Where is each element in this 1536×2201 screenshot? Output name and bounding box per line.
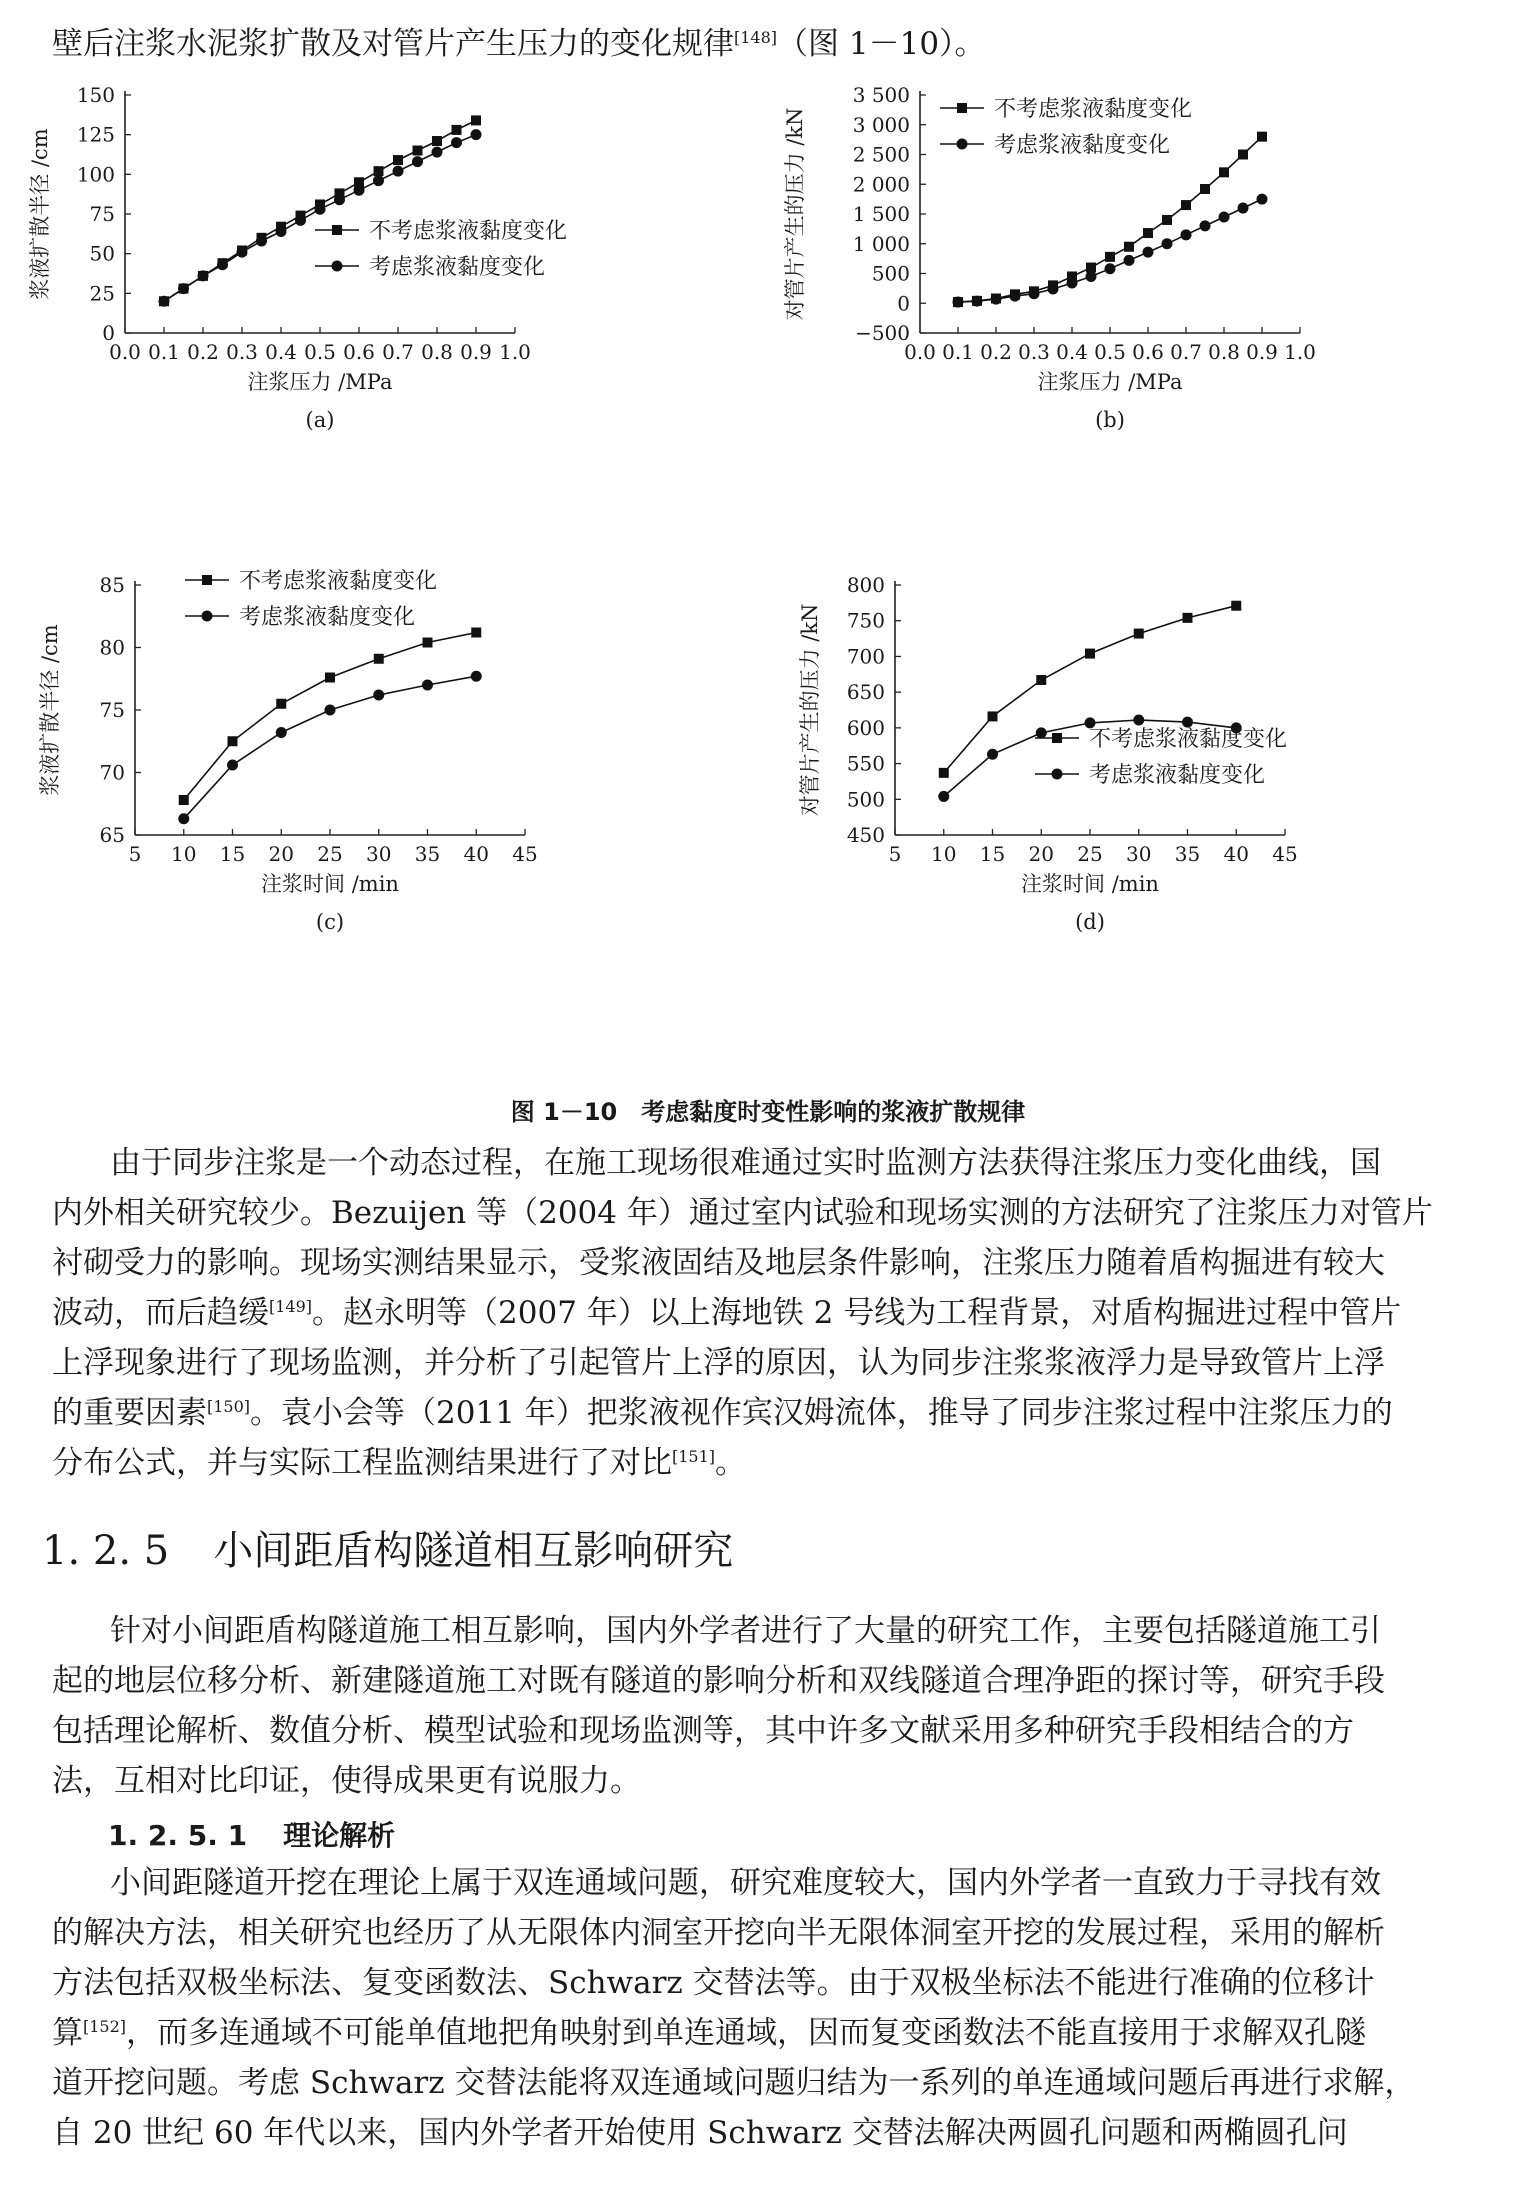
intro-line (52, 24, 986, 64)
para1-tail: 。 (715, 1445, 747, 1481)
y-tick-label: 700 (846, 644, 885, 669)
para1-text: 的重要因素 (52, 1395, 207, 1431)
data-point-square (393, 155, 403, 165)
para2-line: 起的地层位移分析、新建隧道施工对既有隧道的影响分析和双线隧道合理净距的探讨等，研究手段 (52, 1663, 1385, 1699)
x-axis-label: 注浆时间 /min (261, 872, 399, 896)
data-point-circle (354, 185, 365, 196)
x-tick-label: 0.5 (1094, 340, 1126, 364)
x-tick-label: 45 (512, 842, 538, 866)
y-tick-label: 550 (846, 751, 885, 776)
data-point-square (374, 166, 384, 176)
para3-line: 小间距隧道开挖在理论上属于双连通域问题，研究难度较大，国内外学者一直致力于寻找有效 (110, 1865, 1381, 1901)
panel-label: (a) (305, 408, 335, 432)
x-tick-label: 0.0 (109, 340, 141, 364)
data-point-square (1162, 215, 1172, 225)
legend-marker-square (1052, 733, 1062, 743)
data-point-circle (393, 166, 404, 177)
data-point-circle (1182, 717, 1193, 728)
section-heading (42, 1526, 733, 1576)
data-point-circle (217, 259, 228, 270)
y-tick-label: 3 500 (852, 83, 910, 107)
x-tick-label: 0.5 (304, 340, 336, 364)
para2-line: 包括理论解析、数值分析、模型试验和现场监测等，其中许多文献采用多种研究手段相结合的方 (52, 1713, 1354, 1749)
y-tick-label: 0 (897, 291, 910, 316)
y-tick-label: 150 (76, 83, 115, 107)
para3-line: 道开挖问题。考虑 Schwarz 交替法能将双连通域问题归结为一系列的单连通域问题后再进行求解， (52, 2065, 1416, 2101)
y-tick-label: 2 000 (852, 172, 910, 197)
para1-line (52, 1393, 1393, 1433)
data-point-circle (1067, 278, 1078, 289)
x-tick-label: 10 (171, 842, 197, 866)
y-tick-label: −500 (855, 321, 910, 345)
legend-marker-circle (1052, 769, 1063, 780)
data-point-circle (276, 727, 287, 738)
data-point-circle (1238, 203, 1249, 214)
x-tick-label: 0.8 (421, 340, 453, 364)
y-tick-label: 80 (99, 635, 125, 660)
data-point-square (1219, 167, 1229, 177)
x-tick-label: 40 (463, 842, 489, 866)
data-point-square (432, 136, 442, 146)
y-axis-label: 对管片产生的压力 /kN (798, 603, 822, 817)
y-axis-label: 浆液扩散半径 /cm (38, 624, 62, 796)
data-point-circle (178, 283, 189, 294)
data-point-square (423, 638, 433, 648)
data-point-circle (1257, 194, 1268, 205)
y-tick-label: 70 (99, 760, 125, 785)
y-tick-label: 450 (846, 823, 885, 847)
x-tick-label: 0.2 (187, 340, 219, 364)
data-point-square (413, 146, 423, 156)
legend-marker-square (332, 225, 342, 235)
legend-label: 不考虑浆液黏度变化 (369, 219, 568, 244)
data-point-square (1124, 242, 1134, 252)
x-tick-label: 0.0 (904, 340, 936, 364)
legend-marker-circle (202, 611, 213, 622)
para3-line: 的解决方法，相关研究也经历了从无限体内洞室开挖向半无限体洞室开挖的发展过程，采用的解析 (52, 1915, 1385, 1951)
intro-text: 壁后注浆水泥浆扩散及对管片产生压力的变化规律 (52, 26, 734, 62)
x-tick-label: 30 (366, 842, 392, 866)
data-point-circle (237, 247, 248, 258)
x-tick-label: 0.3 (226, 340, 258, 364)
x-axis-label: 注浆压力 /MPa (247, 370, 393, 394)
data-point-circle (256, 235, 267, 246)
x-tick-label: 5 (888, 842, 902, 866)
data-point-circle (276, 226, 287, 237)
y-tick-label: 500 (871, 261, 910, 286)
x-tick-label: 0.3 (1018, 340, 1050, 364)
series-line (184, 633, 477, 801)
legend-label: 考虑浆液黏度变化 (369, 255, 546, 280)
intro-tail: （图 1－10）。 (777, 26, 986, 62)
chart-panel-b (760, 70, 1460, 550)
x-tick-label: 35 (414, 842, 441, 866)
data-point-square (1257, 132, 1267, 142)
x-axis-label: 注浆压力 /MPa (1037, 370, 1183, 394)
x-tick-label: 0.9 (460, 340, 492, 364)
x-tick-label: 25 (1077, 842, 1103, 866)
data-point-circle (938, 791, 949, 802)
legend-label: 不考虑浆液黏度变化 (239, 569, 438, 594)
data-point-circle (1219, 211, 1230, 222)
x-tick-label: 1.0 (499, 340, 531, 364)
data-point-square (452, 125, 462, 135)
data-point-circle (972, 296, 983, 307)
para3-text: 算 (52, 2015, 83, 2051)
data-point-square (471, 628, 481, 638)
y-tick-label: 500 (846, 787, 885, 812)
x-tick-label: 0.1 (942, 340, 974, 364)
data-point-square (1134, 629, 1144, 639)
para3-line: 自 20 世纪 60 年代以来，国内外学者开始使用 Schwarz 交替法解决两圆孔问题和两椭圆孔问 (52, 2115, 1348, 2151)
series-line (958, 199, 1262, 302)
data-point-circle (471, 671, 482, 682)
para1-line: 上浮现象进行了现场监测，并分析了引起管片上浮的原因，认为同步注浆浆液浮力是导致管片上浮 (52, 1345, 1385, 1381)
y-tick-label: 1 500 (852, 202, 910, 226)
x-tick-label: 25 (317, 842, 343, 866)
data-point-circle (295, 215, 306, 226)
para3-line (52, 2013, 1366, 2053)
x-tick-label: 0.1 (148, 340, 180, 364)
y-axis-label: 浆液扩散半径 /cm (28, 128, 52, 300)
y-tick-label: 750 (846, 608, 885, 633)
x-axis-label: 注浆时间 /min (1021, 872, 1159, 896)
data-point-circle (373, 175, 384, 186)
data-point-square (325, 673, 335, 683)
y-tick-label: 50 (89, 241, 115, 266)
data-point-circle (987, 749, 998, 760)
y-tick-label: 2 500 (852, 142, 910, 167)
chart-panel-d (760, 560, 1460, 1040)
panel-label: (d) (1075, 910, 1105, 934)
data-point-square (988, 711, 998, 721)
y-axis-label: 对管片产生的压力 /kN (783, 107, 807, 321)
x-tick-label: 45 (1272, 842, 1298, 866)
data-point-square (1181, 200, 1191, 210)
para1-text: 分布公式，并与实际工程监测结果进行了对比 (52, 1445, 672, 1481)
subsection-heading (108, 1818, 395, 1854)
section-number: 1. 2. 5 (42, 1528, 170, 1574)
citation: [151] (672, 1447, 716, 1466)
x-tick-label: 35 (1174, 842, 1201, 866)
data-point-square (374, 654, 384, 664)
x-tick-label: 15 (219, 842, 246, 866)
chart-panel-a (20, 70, 680, 550)
data-point-circle (953, 297, 964, 308)
legend-label: 考虑浆液黏度变化 (239, 605, 416, 630)
data-point-circle (412, 156, 423, 167)
y-tick-label: 800 (846, 573, 885, 597)
figure-caption: 图 1－10 考虑黏度时变性影响的浆液扩散规律 (510, 1098, 1026, 1126)
citation: [149] (269, 1297, 313, 1316)
x-tick-label: 0.7 (1170, 340, 1202, 364)
data-point-circle (373, 690, 384, 701)
x-tick-label: 30 (1126, 842, 1152, 866)
subsection-number: 1. 2. 5. 1 (108, 1819, 248, 1852)
data-point-circle (315, 204, 326, 215)
para1-line: 衬砌受力的影响。现场实测结果显示，受浆液固结及地层条件影响，注浆压力随着盾构掘进有较大 (52, 1245, 1385, 1281)
y-tick-label: 3 000 (852, 112, 910, 137)
series-line (958, 137, 1262, 302)
data-point-circle (1200, 220, 1211, 231)
subsection-title: 理论解析 (283, 1819, 396, 1852)
x-tick-label: 0.9 (1246, 340, 1278, 364)
legend-marker-circle (957, 139, 968, 150)
data-point-circle (991, 294, 1002, 305)
y-tick-label: 100 (76, 162, 115, 187)
para1-tail: 。袁小会等（2011 年）把浆液视作宾汉姆流体，推导了同步注浆过程中注浆压力的 (250, 1395, 1393, 1431)
data-point-square (276, 699, 286, 709)
citation: [150] (207, 1397, 251, 1416)
legend-marker-square (957, 103, 967, 113)
data-point-square (1105, 252, 1115, 262)
data-point-circle (1124, 255, 1135, 266)
data-point-square (1200, 184, 1210, 194)
data-point-circle (1010, 291, 1021, 302)
para2-line: 针对小间距盾构隧道施工相互影响，国内外学者进行了大量的研究工作，主要包括隧道施工引 (110, 1613, 1381, 1649)
x-tick-label: 0.8 (1208, 340, 1240, 364)
citation: [148] (734, 28, 778, 47)
data-point-square (1231, 601, 1241, 611)
data-point-square (1143, 228, 1153, 238)
x-tick-label: 0.7 (382, 340, 414, 364)
y-tick-label: 75 (99, 698, 125, 722)
data-point-circle (471, 129, 482, 140)
citation: [152] (83, 2017, 127, 2036)
y-tick-label: 25 (89, 281, 115, 306)
para1-line (52, 1443, 746, 1483)
para1-line: 内外相关研究较少。Bezuijen 等（2004 年）通过室内试验和现场实测的方法研究了注浆压力对管片 (52, 1195, 1433, 1231)
x-tick-label: 1.0 (1284, 340, 1316, 364)
y-tick-label: 1 000 (852, 231, 910, 256)
data-point-square (1036, 675, 1046, 685)
data-point-square (228, 736, 238, 746)
x-tick-label: 0.2 (980, 340, 1012, 364)
y-tick-label: 75 (89, 202, 115, 226)
para2-line: 法，互相对比印证，使得成果更有说服力。 (52, 1763, 641, 1799)
para1-line (52, 1293, 1401, 1333)
x-tick-label: 15 (979, 842, 1006, 866)
x-tick-label: 20 (268, 842, 294, 866)
para1-tail: 。赵永明等（2007 年）以上海地铁 2 号线为工程背景，对盾构掘进过程中管片 (312, 1295, 1402, 1331)
data-point-circle (227, 760, 238, 771)
data-point-circle (1048, 283, 1059, 294)
data-point-circle (432, 147, 443, 158)
para1-text: 波动，而后趋缓 (52, 1295, 269, 1331)
legend-marker-square (202, 575, 212, 585)
data-point-circle (1162, 238, 1173, 249)
legend-label: 考虑浆液黏度变化 (1089, 763, 1266, 788)
legend-marker-circle (332, 261, 343, 272)
data-point-circle (1029, 288, 1040, 299)
data-point-circle (1143, 247, 1154, 258)
data-point-circle (178, 813, 189, 824)
data-point-circle (451, 137, 462, 148)
data-point-square (939, 768, 949, 778)
data-point-circle (325, 705, 336, 716)
y-tick-label: 650 (846, 680, 885, 705)
x-tick-label: 5 (128, 842, 142, 866)
y-tick-label: 600 (846, 715, 885, 740)
data-point-circle (422, 680, 433, 691)
x-tick-label: 0.6 (343, 340, 375, 364)
data-point-circle (1036, 727, 1047, 738)
data-point-circle (1181, 229, 1192, 240)
legend-label: 不考虑浆液黏度变化 (994, 97, 1193, 122)
panel-label: (c) (315, 910, 345, 934)
data-point-circle (159, 296, 170, 307)
x-tick-label: 0.4 (265, 340, 297, 364)
para3-line: 方法包括双极坐标法、复变函数法、Schwarz 交替法等。由于双极坐标法不能进行准确的位移计 (52, 1965, 1375, 2001)
x-tick-label: 10 (931, 842, 957, 866)
data-point-square (1238, 150, 1248, 160)
para3-tail: ，而多连通域不可能单值地把角映射到单连通域，因而复变函数法不能直接用于求解双孔隧 (126, 2015, 1367, 2051)
data-point-square (471, 115, 481, 125)
para1-line: 由于同步注浆是一个动态过程，在施工现场很难通过实时监测方法获得注浆压力变化曲线，国 (110, 1145, 1381, 1181)
data-point-circle (1133, 715, 1144, 726)
chart-panel-c (20, 560, 720, 1040)
x-tick-label: 20 (1028, 842, 1054, 866)
x-tick-label: 0.6 (1132, 340, 1164, 364)
panel-label: (b) (1095, 408, 1125, 432)
x-tick-label: 0.4 (1056, 340, 1088, 364)
legend-label: 考虑浆液黏度变化 (994, 133, 1171, 158)
section-title: 小间距盾构隧道相互影响研究 (213, 1528, 734, 1574)
data-point-circle (1086, 271, 1097, 282)
y-tick-label: 125 (76, 122, 115, 147)
data-point-square (1085, 649, 1095, 659)
y-tick-label: 0 (102, 321, 115, 345)
data-point-circle (198, 270, 209, 281)
y-tick-label: 85 (99, 573, 125, 597)
x-tick-label: 40 (1223, 842, 1249, 866)
legend-label: 不考虑浆液黏度变化 (1089, 727, 1288, 752)
y-tick-label: 65 (99, 823, 125, 847)
data-point-square (1183, 613, 1193, 623)
data-point-circle (1105, 263, 1116, 274)
data-point-square (179, 795, 189, 805)
data-point-circle (334, 194, 345, 205)
